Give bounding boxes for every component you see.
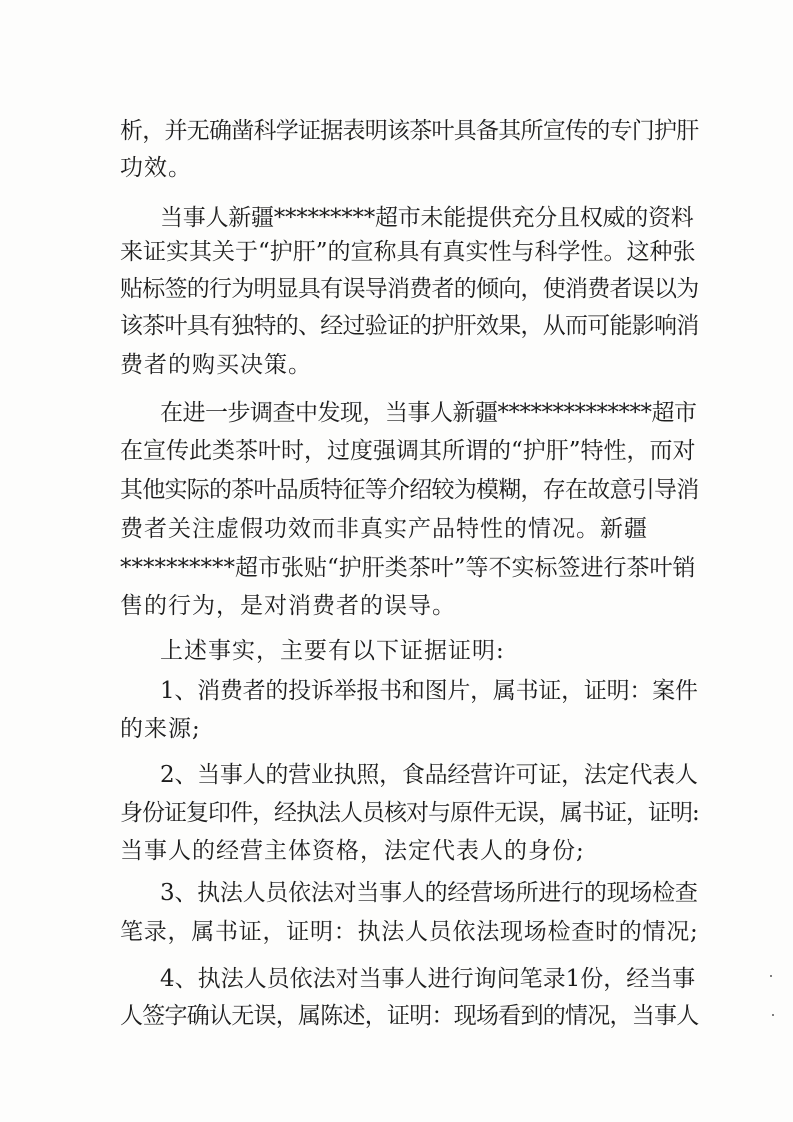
text-line: 人签字确认无误，属陈述，证明：现场看到的情况，当事人 — [120, 1003, 699, 1029]
text-line: 3、执法人员依法对当事人的经营场所进行的现场检查 — [160, 880, 698, 906]
scan-speck — [770, 975, 772, 977]
text-line: 当事人的经营主体资格，法定代表人的身份; — [120, 838, 585, 864]
text-line: 的来源; — [120, 716, 201, 742]
text-line: 功效。 — [120, 155, 192, 181]
text-line: 笔录，属书证，证明：执法人员依法现场检查时的情况; — [120, 919, 699, 945]
text-line: 该茶叶具有独特的、经过验证的护肝效果，从而可能影响消 — [120, 313, 699, 339]
text-line: 1、消费者的投诉举报书和图片，属书证，证明：案件 — [160, 678, 698, 704]
text-line: 在宣传此类茶叶时，过度强调其所谓的“护肝”特性，而对 — [120, 438, 696, 464]
text-line: 费者的购买决策。 — [120, 352, 312, 378]
text-line: 在进一步调查中发现，当事人新疆**************超市 — [160, 400, 697, 426]
text-line: 当事人新疆*********超市未能提供充分且权威的资料 — [160, 205, 694, 231]
text-line: **********超市张贴“护肝类茶叶”等不实标签进行茶叶销 — [120, 555, 696, 581]
text-line: 贴标签的行为明显具有误导消费者的倾向，使消费者误以为 — [120, 276, 699, 302]
text-line: 售的行为，是对消费者的误导。 — [120, 593, 456, 619]
text-line: 2、当事人的营业执照，食品经营许可证，法定代表人 — [160, 762, 698, 788]
text-line: 费者关注虚假功效而非真实产品特性的情况。新疆 — [120, 516, 648, 542]
text-line: 其他实际的茶叶品质特征等介绍较为模糊，存在故意引导消 — [120, 477, 699, 503]
text-line: 4、执法人员依法对当事人进行询问笔录1份，经当事 — [160, 966, 696, 992]
text-line: 上述事实，主要有以下证据证明: — [160, 638, 505, 664]
text-line: 析，并无确凿科学证据表明该茶叶具备其所宣传的专门护肝 — [120, 118, 699, 144]
text-line: 来证实其关于“护肝”的宣称具有真实性与科学性。这种张 — [120, 239, 696, 265]
text-line: 身份证复印件，经执法人员核对与原件无误，属书证，证明: — [120, 800, 699, 826]
scan-speck — [772, 1014, 774, 1016]
